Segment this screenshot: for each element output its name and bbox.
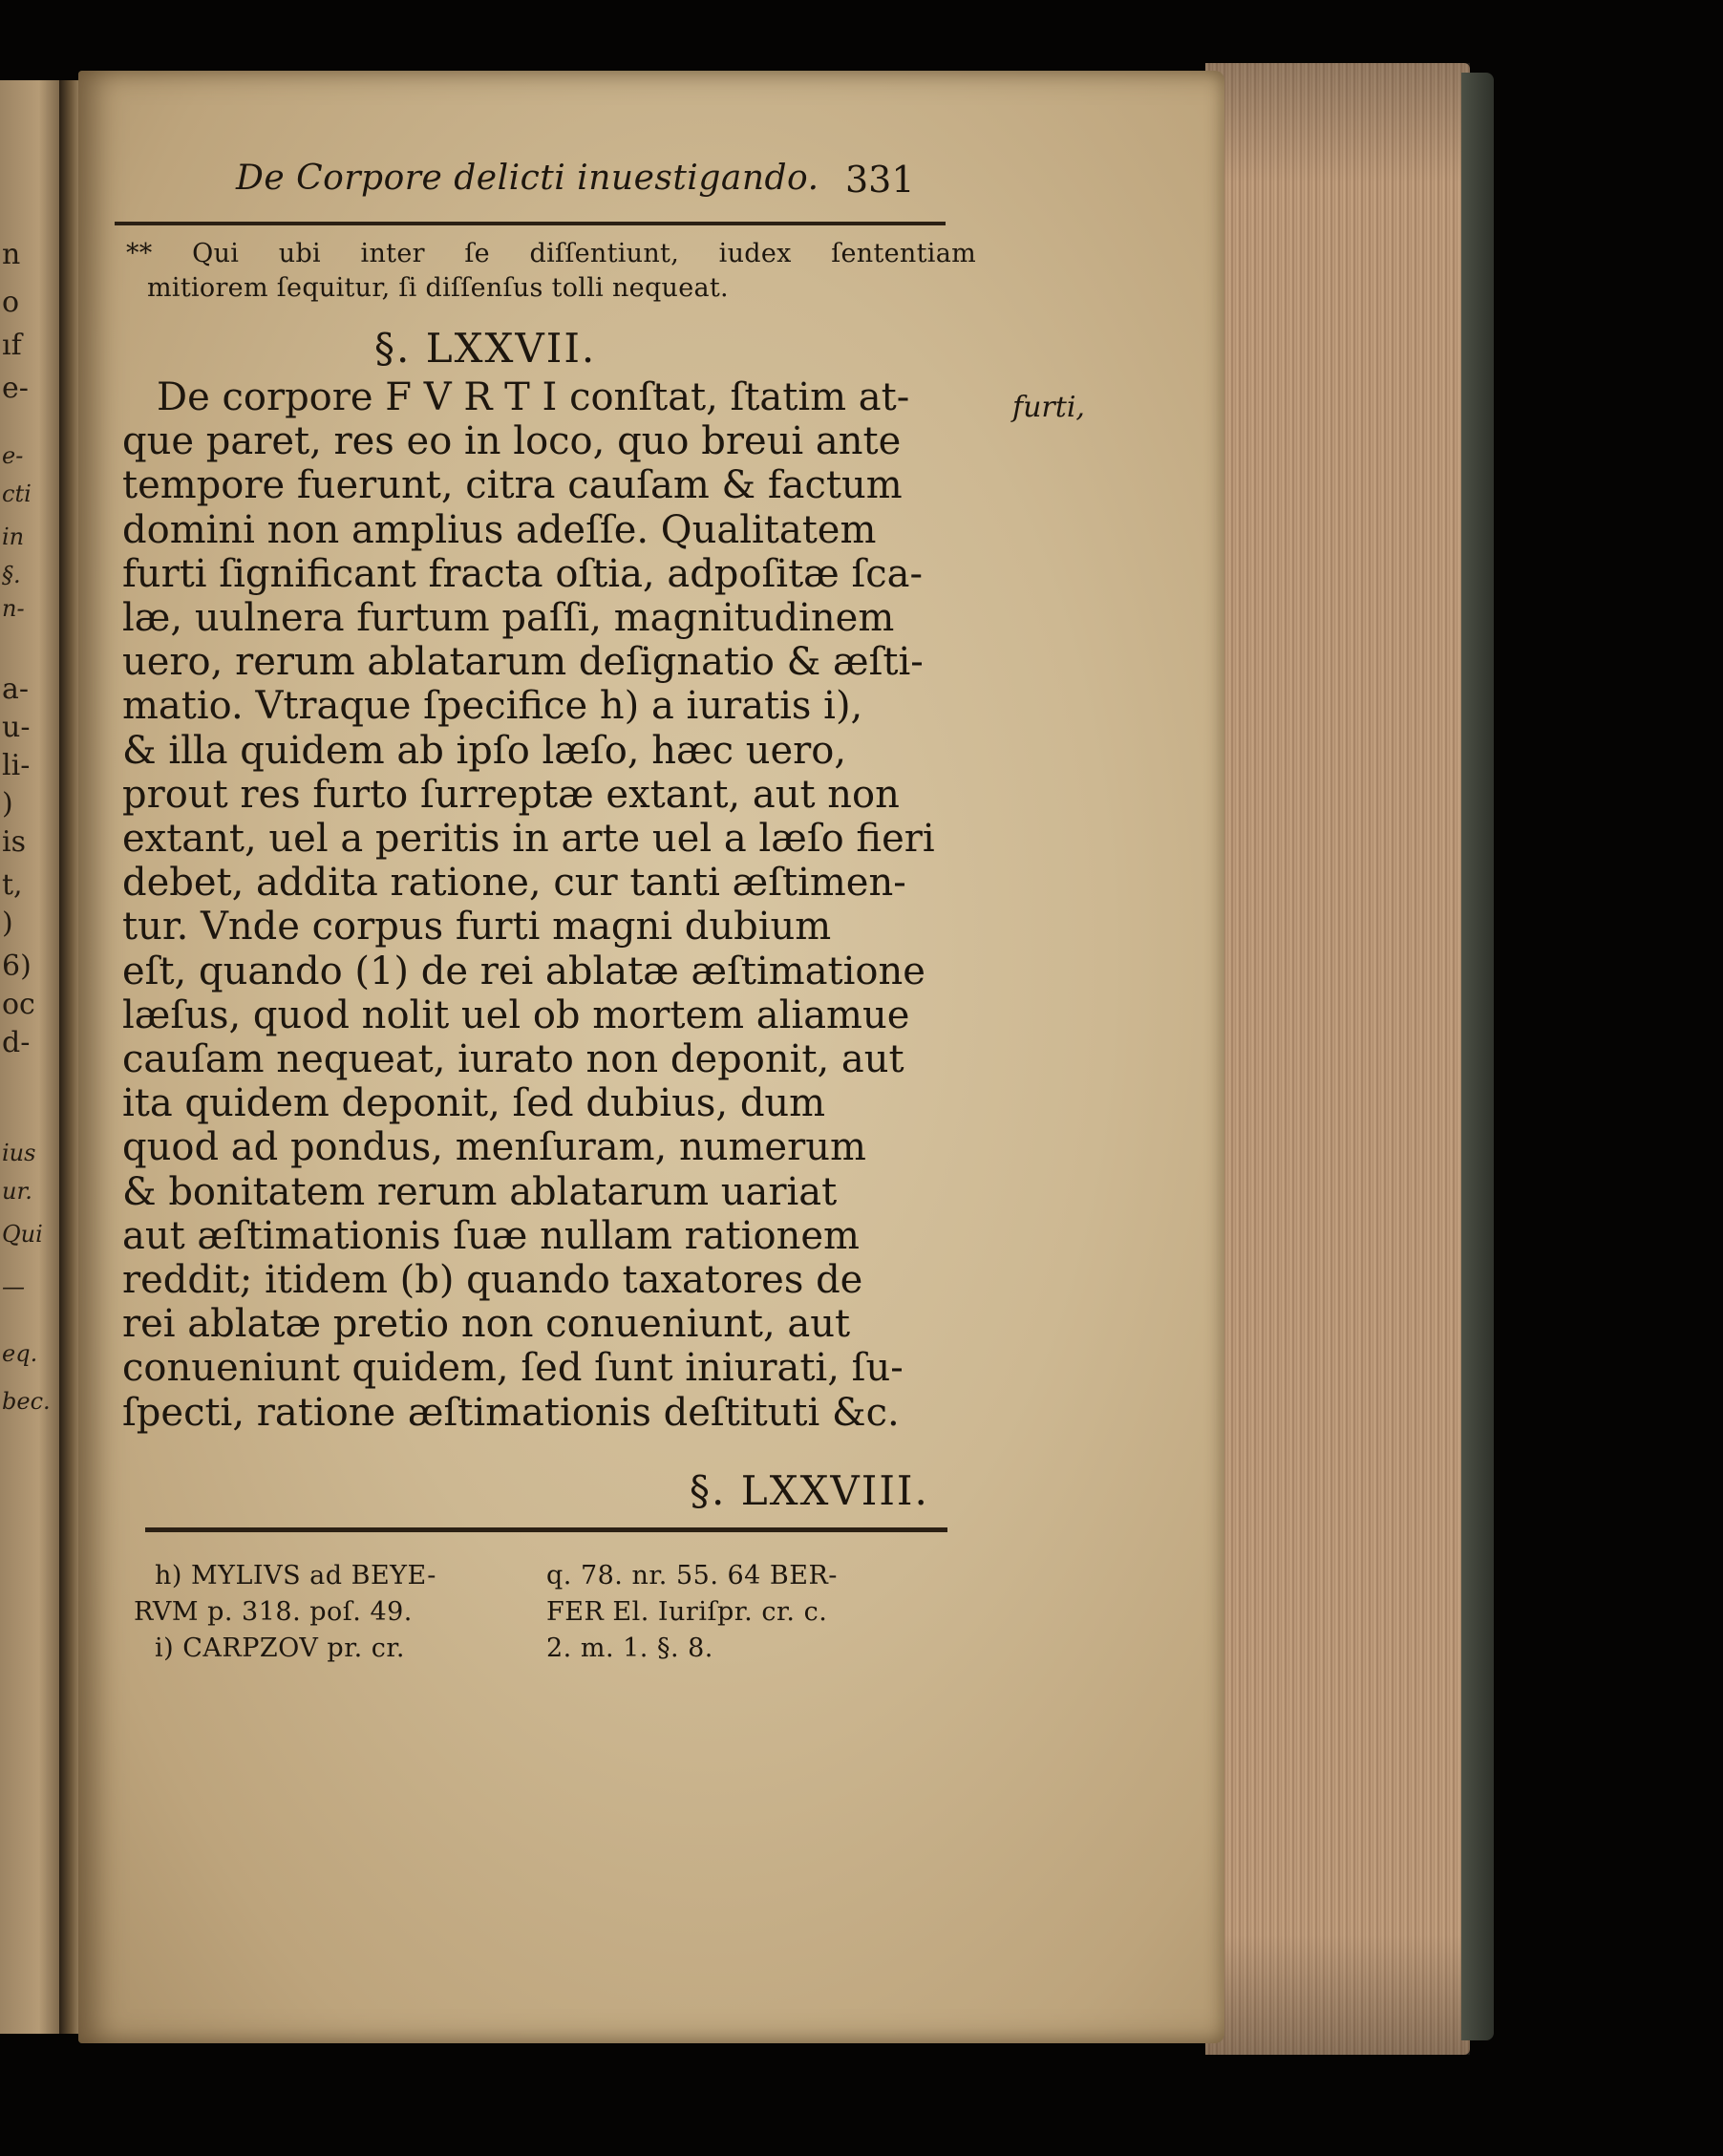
body-line: tempore fuerunt, citra cauſam & factum: [122, 463, 903, 508]
body-line: prout res furto ſurreptæ extant, aut non: [122, 772, 900, 817]
left-page-fragment: d-: [2, 1026, 31, 1059]
footnote-line: 2. m. 1. §. 8.: [546, 1633, 713, 1663]
left-page-fragment: Qui: [2, 1221, 43, 1248]
body-line: rei ablatæ pretio non conueniunt, aut: [122, 1302, 851, 1347]
left-page-fragment: e-: [2, 372, 29, 405]
left-page-fragment: oc: [2, 988, 35, 1021]
cover-board: [1461, 73, 1494, 2040]
body-line: matio. Vtraque ſpecifice h) a iuratis i),: [122, 684, 863, 729]
left-page-fragment: ıf: [2, 329, 22, 362]
next-section-heading: §. LXXVIII.: [690, 1467, 929, 1514]
body-line: debet, addita ratione, cur tanti æſtimen-: [122, 861, 906, 906]
body-line: & bonitatem rerum ablatarum uariat: [122, 1169, 838, 1214]
body-line: De corpore F V R T I conſtat, ſtatim at-: [157, 375, 910, 419]
page-block-fore-edge: [1205, 63, 1470, 2055]
body-line: uero, rerum ablatarum deſignatio & æſti-: [122, 640, 924, 685]
left-page-fragment: bec.: [2, 1388, 51, 1415]
left-page-fragment: ur.: [2, 1178, 32, 1205]
body-line: conueniunt quidem, ſed ſunt iniurati, ſu-: [122, 1346, 904, 1391]
left-page-fragment: is: [2, 825, 26, 859]
left-page-fragment: —: [2, 1273, 25, 1300]
body-line: tur. Vnde corpus furti magni dubium: [122, 905, 832, 950]
left-page-fragment: eq.: [2, 1340, 38, 1367]
right-page: [78, 71, 1224, 2043]
footnote-line: h) MYLIVS ad BEYE-: [155, 1561, 436, 1590]
body-line: eſt, quando (1) de rei ablatæ æſtimatione: [122, 949, 925, 993]
body-line: læſus, quod nolit uel ob mortem aliamue: [122, 993, 910, 1037]
left-page-fragment: §.: [2, 562, 21, 588]
carried-note-line: mitiorem ſequitur, ſi diſſenſus tolli nequeat.: [147, 273, 729, 303]
body-line: domini non amplius adeſſe. Qualitatem: [122, 507, 877, 552]
left-page-fragment: e-: [2, 442, 24, 469]
footnote-line: i) CARPZOV pr. cr.: [155, 1633, 405, 1663]
footnote-line: RVM p. 318. poſ. 49.: [134, 1597, 413, 1627]
body-line: cauſam nequeat, iurato non deponit, aut: [122, 1037, 904, 1081]
section-heading: §. LXXVII.: [374, 325, 597, 372]
margin-note: furti,: [1012, 391, 1085, 424]
body-line: furti ſignificant fracta oſtia, adpoſitæ ſca-: [122, 551, 924, 596]
body-line: ita quidem deponit, ſed dubius, dum: [122, 1081, 826, 1126]
left-page-fragment: n: [2, 238, 21, 271]
left-page-fragment: ius: [2, 1140, 36, 1166]
left-page-fragment: 6): [2, 950, 32, 983]
body-line: aut æſtimationis ſuæ nullam rationem: [122, 1213, 860, 1258]
page-text: [78, 71, 1224, 2043]
left-page-fragment: o: [2, 286, 20, 319]
left-page-edge: [0, 80, 65, 2034]
body-line: quod ad pondus, menſuram, numerum: [122, 1125, 866, 1170]
left-page-fragment: ): [2, 787, 13, 821]
page-number: 331: [845, 159, 915, 201]
footnote-line: q. 78. nr. 55. 64 BER-: [546, 1561, 838, 1590]
left-page-fragment: ): [2, 907, 13, 940]
left-page-fragment: n-: [2, 595, 25, 622]
left-page-fragment: li-: [2, 749, 31, 782]
running-title: De Corpore delicti inuestigando.: [236, 159, 819, 198]
footnote-rule: [145, 1527, 947, 1532]
left-page-fragment: t,: [2, 868, 23, 902]
body-line: læ, uulnera furtum paſſi, magnitudinem: [122, 596, 895, 640]
body-line: ſpecti, ratione æſtimationis deſtituti &c.: [122, 1390, 900, 1435]
left-page-fragment: a-: [2, 672, 30, 706]
left-page-fragment: u-: [2, 711, 31, 744]
left-page-fragment: in: [2, 523, 25, 550]
body-line: que paret, res eo in loco, quo breui ante: [122, 419, 902, 464]
body-line: reddit; itidem (b) quando taxatores de: [122, 1258, 863, 1302]
body-line: extant, uel a peritis in arte uel a læſo fieri: [122, 817, 935, 861]
left-page-fragment: cti: [2, 480, 32, 507]
header-rule: [115, 222, 946, 225]
carried-note-line: ** Qui ubi inter ſe diſſentiunt, iudex ſententiam: [126, 239, 976, 268]
footnote-line: FER El. Iuriſpr. cr. c.: [546, 1597, 828, 1627]
body-line: & illa quidem ab ipſo læſo, hæc uero,: [122, 728, 847, 773]
